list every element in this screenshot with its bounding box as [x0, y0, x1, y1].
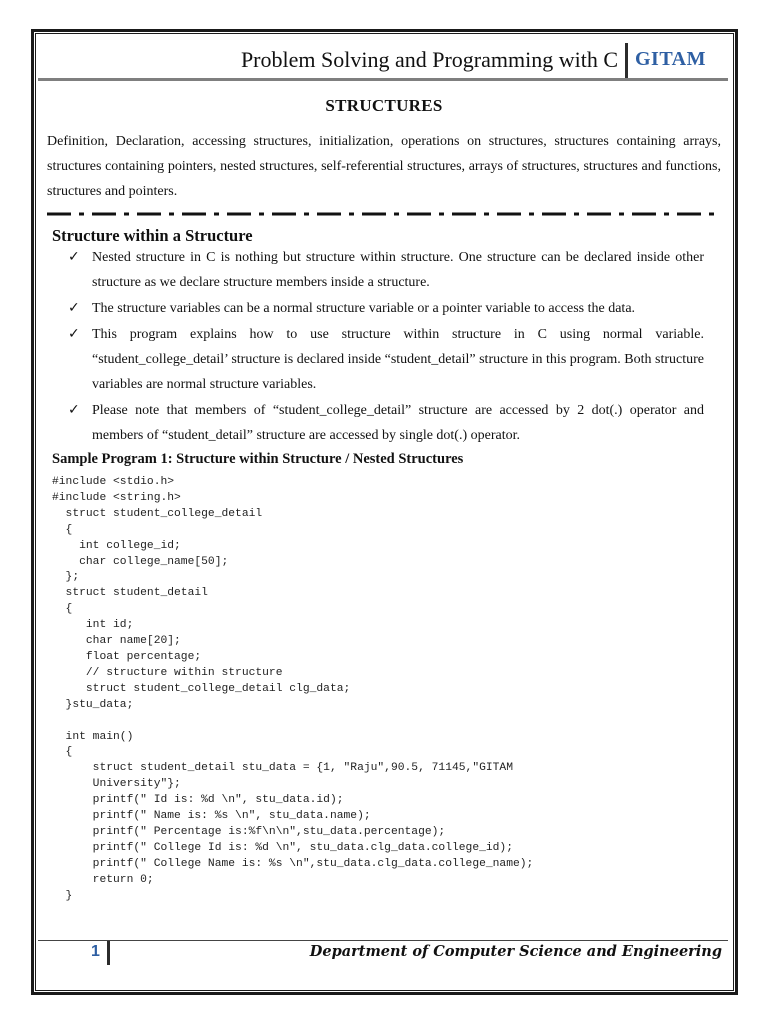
bullet-list [66, 245, 704, 449]
document-title: STRUCTURES [325, 96, 443, 115]
intro-paragraph: Definition, Declaration, accessing structures, initialization, operations on structures, structures containing arrays, structures containing pointers, nested structures, self-referential structures, arrays of structures, structures and functions, structures and pointers. [47, 134, 721, 199]
header-rule [38, 78, 728, 81]
dash-dot-divider [47, 212, 721, 216]
footer-department: Department of Computer Science and Engineering [309, 943, 722, 960]
header-title: Problem Solving and Programming with C [240, 47, 618, 72]
bullet-text: Nested structure in C is nothing but structure within structure. One structure can be declared inside other structure as we declare structure members inside a structure. [92, 250, 704, 290]
bullet-text: Please note that members of “student_college_detail” structure are accessed by 2 dot(.) operator and members of “student_detail” structure are accessed by single dot(.) operator. [92, 403, 704, 443]
header-separator [625, 43, 628, 79]
bullet-text: The structure variables can be a normal structure variable or a pointer variable to access the data. [92, 301, 636, 316]
check-icon: ✓ [68, 249, 80, 265]
list-item [66, 296, 704, 321]
section-heading: Structure within a Structure [52, 226, 253, 245]
page-header [38, 42, 728, 80]
list-item [66, 245, 704, 295]
list-item [66, 322, 704, 397]
bullet-text: This program explains how to use structure within structure in C using normal variable. “student_college_detail’ structure is declared inside “student_detail” structure in this program. Both structure variables are normal structure variables. [92, 327, 704, 392]
check-icon: ✓ [68, 402, 80, 418]
footer-separator [107, 941, 110, 965]
check-icon: ✓ [68, 300, 80, 316]
code-listing: #include <stdio.h> #include <string.h> struct student_college_detail { int college_id; char college_name[50]; }; struct student_detail { int id; char name[20]; float percentage; // structure within structure struct student_college_detail clg_data; }stu_data; int main() { struct student_detail stu_data = {1, "Raju",90.5, 71145,"GITAM University"}; printf(" Id is: %d \n", stu_data.id); printf(" Name is: %s \n", stu_data.name); printf(" Percentage is:%f\n\n",stu_data.percentage); printf(" College Id is: %d \n", stu_data.clg_data.college_id); printf(" College Name is: %s \n",stu_data.clg_data.college_name); return 0; } [52, 476, 534, 902]
page-number: 1 [91, 943, 100, 960]
check-icon: ✓ [68, 326, 80, 342]
sample-program-heading: Sample Program 1: Structure within Structure / Nested Structures [52, 451, 464, 467]
header-brand: GITAM [634, 48, 706, 70]
list-item [66, 398, 704, 448]
footer-rule [38, 940, 728, 941]
